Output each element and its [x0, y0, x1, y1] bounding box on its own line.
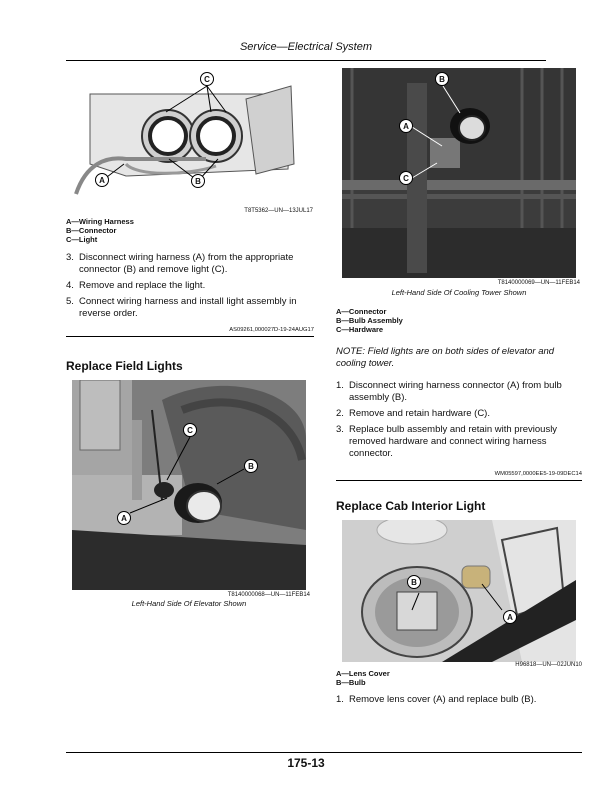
- step-number: 4.: [66, 280, 74, 291]
- callout-a: A: [399, 119, 413, 133]
- legend-item: A—Connector: [336, 307, 387, 316]
- footer-rule: [66, 752, 582, 753]
- page-header: Service—Electrical System: [239, 41, 373, 53]
- page-number: 175-13: [287, 756, 325, 770]
- step-item: [66, 280, 314, 292]
- legend-item: A—Lens Cover: [336, 669, 390, 678]
- callout-c: C: [399, 171, 413, 185]
- callout-a: A: [117, 511, 131, 525]
- step-number: 2.: [336, 408, 344, 419]
- step-text: Remove lens cover (A) and replace bulb (B).: [349, 694, 537, 705]
- step-item: [336, 408, 580, 420]
- callout-b: B: [191, 174, 205, 188]
- callout-a: A: [503, 610, 517, 624]
- step-number: 3.: [66, 252, 74, 263]
- callout-b: B: [407, 575, 421, 589]
- section-title-cab-interior-light: Replace Cab Interior Light: [336, 499, 486, 513]
- figure-id: T8140000068—UN—11FEB14: [227, 592, 310, 598]
- callout-c: C: [183, 423, 197, 437]
- figure-legend: [336, 307, 576, 334]
- cooling-tower-photo: [342, 68, 576, 278]
- callout-a: A: [95, 173, 109, 187]
- note: NOTE: Field lights are on both sides of elevator and cooling tower.: [336, 346, 555, 369]
- figure-legend: [66, 217, 306, 244]
- cab-light-photo: [342, 520, 576, 662]
- step-text: Remove and retain hardware (C).: [349, 408, 490, 419]
- callout-b: B: [435, 72, 449, 86]
- section-divider: [336, 480, 582, 481]
- document-reference: WM05597,0000EE5-19-09DEC14: [494, 471, 582, 477]
- figure-wiring-harness: [66, 64, 316, 206]
- step-text: Disconnect wiring harness (A) from the appropriate connector (B) and remove light (C).: [79, 252, 294, 275]
- step-text: Remove and replace the light.: [79, 280, 206, 291]
- figure-id: T8T5362—UN—13JUL17: [244, 208, 313, 214]
- callout-c: C: [200, 72, 214, 86]
- header-rule: [66, 60, 546, 61]
- step-number: 3.: [336, 424, 344, 435]
- elevator-photo: [72, 380, 306, 590]
- steps-list: [336, 694, 582, 706]
- figure-cab-interior-light: [342, 520, 576, 662]
- legend-item: B—Bulb: [336, 678, 366, 687]
- legend-item: B—Connector: [66, 226, 117, 235]
- step-number: 1.: [336, 694, 344, 705]
- step-number: 1.: [336, 380, 344, 391]
- document-reference: AS09261,000027D-19-24AUG17: [229, 327, 314, 333]
- legend-item: C—Hardware: [336, 325, 384, 334]
- step-text: Disconnect wiring harness connector (A) from bulb assembly (B).: [349, 380, 562, 403]
- steps-list: [336, 380, 580, 460]
- steps-list: [66, 252, 314, 320]
- step-item: [336, 424, 580, 460]
- legend-item: B—Bulb Assembly: [336, 316, 403, 325]
- step-item: [66, 296, 314, 320]
- figure-legend: [336, 669, 576, 687]
- figure-id: H96818—UN—02JUN10: [515, 662, 582, 668]
- step-item: [66, 252, 314, 276]
- legend-item: A—Wiring Harness: [66, 217, 134, 226]
- figure-caption: Left-Hand Side Of Elevator Shown: [131, 599, 247, 608]
- step-number: 5.: [66, 296, 74, 307]
- figure-elevator-light: [72, 380, 306, 590]
- figure-caption: Left-Hand Side Of Cooling Tower Shown: [391, 288, 527, 297]
- figure-cooling-tower-light: [342, 68, 576, 278]
- step-text: Connect wiring harness and install light assembly in reverse order.: [79, 296, 297, 319]
- step-text: Replace bulb assembly and retain with previously removed hardware and connect wiring harness connector.: [349, 424, 558, 459]
- callout-b: B: [244, 459, 258, 473]
- section-divider: [66, 336, 314, 337]
- figure-id: T8140000069—UN—11FEB14: [497, 280, 580, 286]
- section-title-field-lights: Replace Field Lights: [66, 359, 183, 373]
- step-item: [336, 694, 582, 706]
- legend-item: C—Light: [66, 235, 98, 244]
- step-item: [336, 380, 580, 404]
